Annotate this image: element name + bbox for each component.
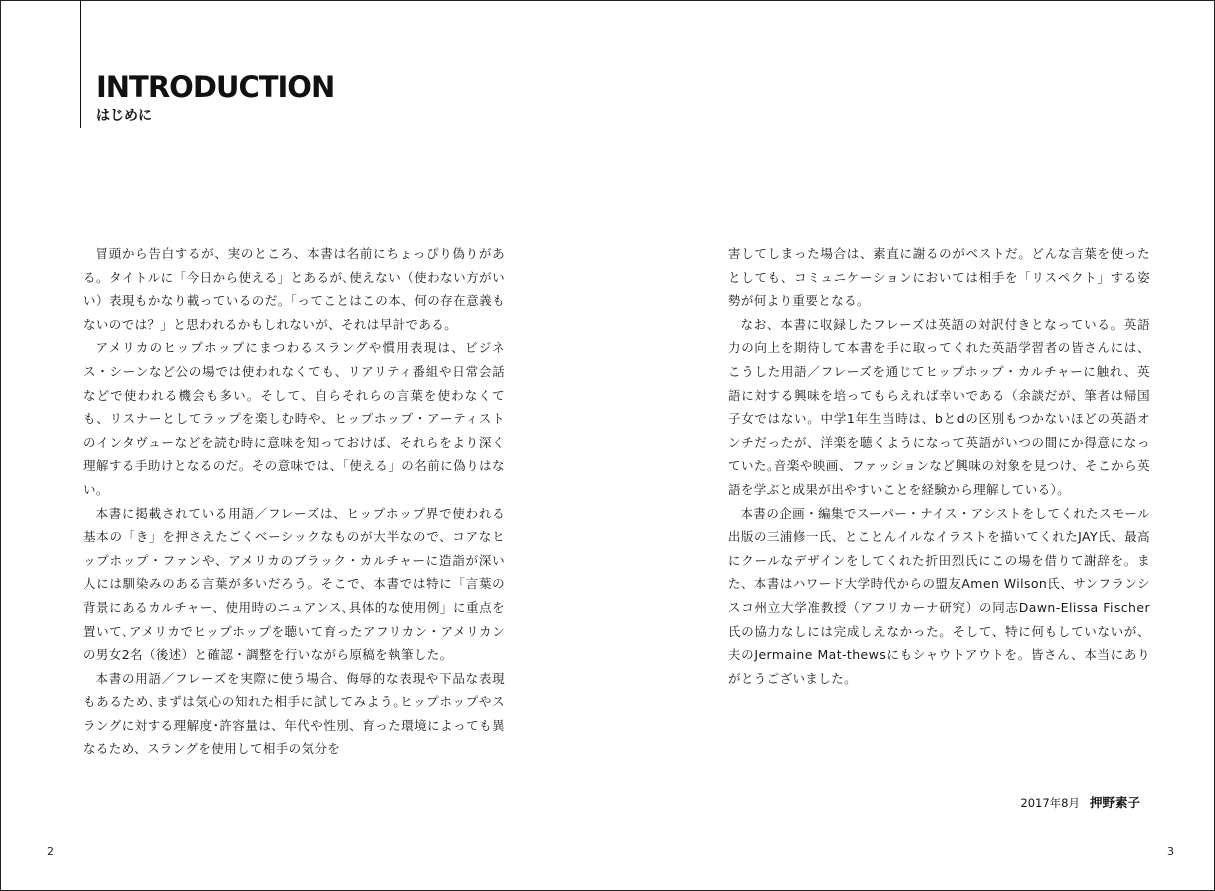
paragraph: 本書の用語／フレーズを実際に使う場合、侮辱的な表現や下品な表現もあるため､まずは気心の知れた相手に試してみよう｡ヒップホップやスラングに対する理解度･許容量は、年代や性別、育った環境によっても異なるため、スラングを使用して相手の気分を: [83, 670, 505, 757]
chapter-subtitle: はじめに: [96, 108, 152, 124]
paragraph: 本書に掲載されている用語／フレーズは、ヒップホップ界で使われる基本の「き」を押さえたごくベーシックなものが大半なので、コアなヒップホップ・ファンや、アメリカのブラック・カルチャーに造詣が深い人には馴染みのある言葉が多いだろう。そこで、本書では特に「言葉の背景にあるカルチャー、使用時のニュアンス､具体的な使用例」に重点を置いて､アメリカでヒップホップを聴いて育ったアフリカン・アメリカンの男女2名（後述）と確認・調整を行いながら原稿を執筆した。: [83, 505, 505, 663]
chapter-title: INTRODUCTION: [96, 70, 335, 104]
paragraph: 本書の企画・編集でスーパー・ナイス・アシストをしてくれたスモール出版の三浦修一氏、とことんイルなイラストを描いてくれたJAY氏、最高にクールなデザインをしてくれた折田烈氏にこの場を借りて謝辞を。また、本書はハワード大学時代からの盟友Amen Wilson氏、サンフランシスコ州立大学准教授（アフリカーナ研究）の同志Dawn-Elissa Fischer氏の協力なしには完成しえなかった。そして、特に何もしていないが、夫のJermaine Mat-thewsにもシャウトアウトを。皆さん、本当にありがとうございました。: [728, 505, 1150, 686]
paragraph: アメリカのヒップホップにまつわるスラングや慣用表現は、ビジネス・シーンなど公の場では使われなくても、リアリティ番組や日常会話などで使われる機会も多い。そして、自らそれらの言葉を使わなくても、リスナーとしてラップを楽しむ時や、ヒップホップ・アーティストのインタヴューなどを読む時に意味を知っておけば、それらをより深く理解する手助けとなるのだ。その意味では、「使える」の名前に偽りはない。: [83, 340, 505, 497]
signoff-date: 2017年8月: [1020, 796, 1080, 810]
right-page-body: [728, 242, 1150, 690]
paragraph: なお、本書に収録したフレーズは英語の対訳付きとなっている。英語力の向上を期待して本書を手に取ってくれた英語学習者の皆さんには、こうした用語／フレーズを通じてヒップホップ・カルチャーに触れ、英語に対する興味を培ってもらえれば幸いである（余談だが、筆者は帰国子女ではない。中学1年生当時は、bとdの区別もつかないほどの英語オンチだったが、洋楽を聴くようになって英語がいつの間にか得意になっていた｡音楽や映画、ファッションなど興味の対象を見つけ、そこから英語を学ぶと成果が出やすいことを経験から理解している）。: [728, 316, 1150, 497]
page-number-left: 2: [47, 845, 54, 858]
signoff-author: 押野素子: [1089, 795, 1140, 810]
paragraph-continued: 害してしまった場合は、素直に謝るのがベストだ。どんな言葉を使ったとしても、コミュニケーションにおいては相手を「リスペクト」する姿勢が何より重要となる。: [728, 246, 1150, 309]
left-page-body: [83, 242, 505, 761]
page-number-right: 3: [1167, 845, 1174, 858]
signoff: [1020, 793, 1140, 811]
vertical-rule: [80, 1, 81, 128]
paragraph: 冒頭から告白するが、実のところ、本書は名前にちょっぴり偽りがある。タイトルに「今日から使える」とあるが､使えない（使わない方がいい）表現もかなり載っているのだ。「ってことはこの本、何の存在意義もないのでは？」と思われるかもしれないが、それは早計である。: [83, 246, 505, 332]
